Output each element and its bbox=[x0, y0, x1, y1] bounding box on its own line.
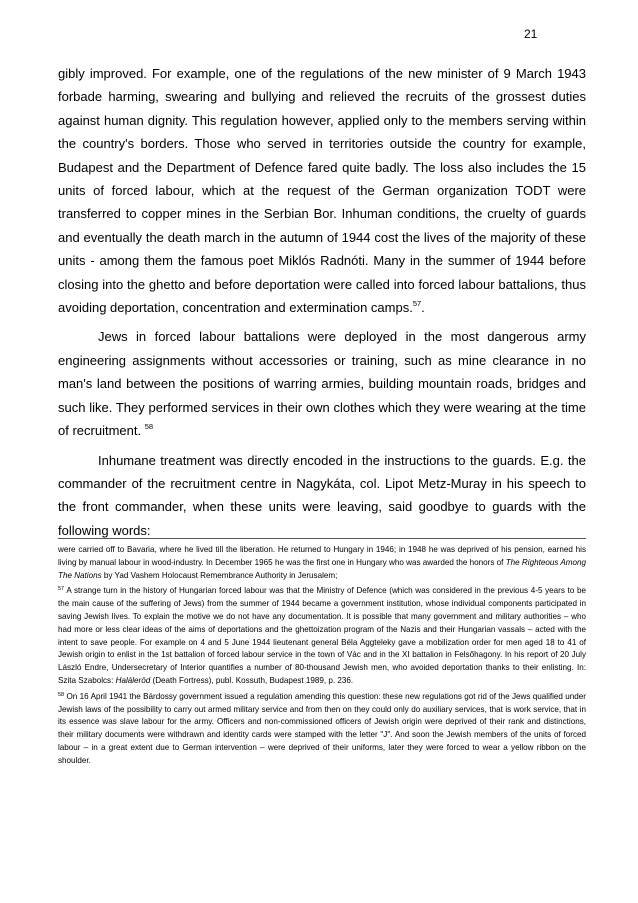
paragraph-1-text: gibly improved. For example, one of the regulations of the new minister of 9 March 1943 forbade harming, swearing and bullying and relieved the recruits of the grossest duties against human dignity. This regulation however, applied only to the members serving within the country's borders. Those who served in territories outside the country for example, Budapest and the Department of Defence fared quite badly. The loss also includes the 15 units of forced labour, which at the request of the German organization TODT were transferred to copper mines in the Serbian Bor. Inhuman conditions, the cruelty of guards and eventually the death march in the autumn of 1944 cost the lives of the majority of these units - among them the famous poet Miklós Radnóti. Many in the summer of 1944 before closing into the ghetto and before deportation were called into forced labour battalions, thus avoiding deportation, concentration and extermination camps. bbox=[58, 66, 586, 316]
footnote-continuation bbox=[58, 544, 586, 582]
footnote-continuation-after: by Yad Vashem Holocaust Remembrance Authority in Jerusalem; bbox=[101, 570, 338, 580]
page-number: 21 bbox=[524, 27, 538, 41]
paragraph-2-text: Jews in forced labour battalions were deployed in the most dangerous army engineering assignments without accessories or training, such as mine clearance in no man's land between the positions of warring armies, building mountain roads, bridges and such like. They performed services in their own clothes which they were wearing at the time of recruitment. bbox=[58, 329, 586, 439]
footnote-57 bbox=[58, 585, 586, 687]
footnote-57-after: (Death Fortress), publ. Kossuth, Budapest 1989, p. 236. bbox=[150, 675, 354, 685]
footnotes bbox=[58, 544, 586, 771]
footnote-58-number: 58 bbox=[58, 691, 65, 698]
footnote-continuation-before: were carried off to Bavaria, where he lived till the liberation. He returned to Hungary in 1946; in 1948 he was deprived of his pension, earned his living by manual labour in wood-industry. In December 1965 he was the first one in Hungary who was awarded the honors of bbox=[58, 545, 586, 567]
footnote-57-number: 57 bbox=[58, 586, 65, 593]
paragraph-3-text: Inhumane treatment was directly encoded in the instructions to the guards. E.g. the commander of the recruitment centre in Nagykáta, col. Lipot Metz-Muray in his speech to the front commander, when these units were leaving, said goodbye to guards with the following words: bbox=[58, 452, 586, 538]
footnote-continuation-italic: The Righteous Among The Nations bbox=[58, 557, 586, 580]
footnote-ref-57[interactable]: 57 bbox=[412, 299, 422, 309]
main-text bbox=[58, 62, 586, 542]
paragraph-1-tail: . bbox=[421, 300, 425, 316]
paragraph-3 bbox=[58, 449, 586, 543]
footnote-58-text: On 16 April 1941 the Bárdossy government issued a regulation amending this question: these new regulations got rid of the Jews qualified under Jewish laws of the possibility to carry out armed military service and from then on they could only do auxiliary services, that is work service, that in its essence was slave labour for the army. Officers and non-commissioned officers of Jewish origin were deprived of their rank and distinctions, their military documents were withdrawn and identity cards were stamped with the letter "J". And soon the Jewish members of the units of forced labour – in a great extent due to German intervention – were deprived of their uniforms, later they were forced to wear a yellow ribbon on the shoulder. bbox=[58, 691, 586, 765]
paragraph-2 bbox=[58, 325, 586, 442]
footnote-57-italic: Haláleröd bbox=[115, 675, 151, 685]
footnote-58 bbox=[58, 691, 586, 768]
footnote-57-before: A strange turn in the history of Hungarian forced labour was that the Ministry of Defence (which was considered in the previous 4-5 years to be the main cause of the suffering of Jews) from the summer of 1944 became a government institution, whose individual components participated in saving Jewish lives. To explain the motive we do not have any documentation. It is possible that many government and military authorities – who had more or less clear ideas of the aims of deportations and the ghettoization program of the Nazis and their Hungarian vassals – acted with the intent to save people. For example on 4 and 5 June 1944 lieutenant general Béla Aggteleky gave a mobilization order for men aged 18 to 41 of Jewish origin to enlist in the 1st battalion of forced labour service in the town of Vác and in the XI battalion in Felsőhagony. In his report of 20 July László Endre, Undersecretary of Interior quantifies a number of 80-thousand Jewish men, who avoided deportation thanks to their enlisting. In: Szita Szabolcs: bbox=[58, 586, 586, 685]
footnote-ref-58[interactable]: 58 bbox=[144, 422, 154, 432]
footnote-separator bbox=[58, 538, 586, 539]
paragraph-1 bbox=[58, 62, 586, 319]
